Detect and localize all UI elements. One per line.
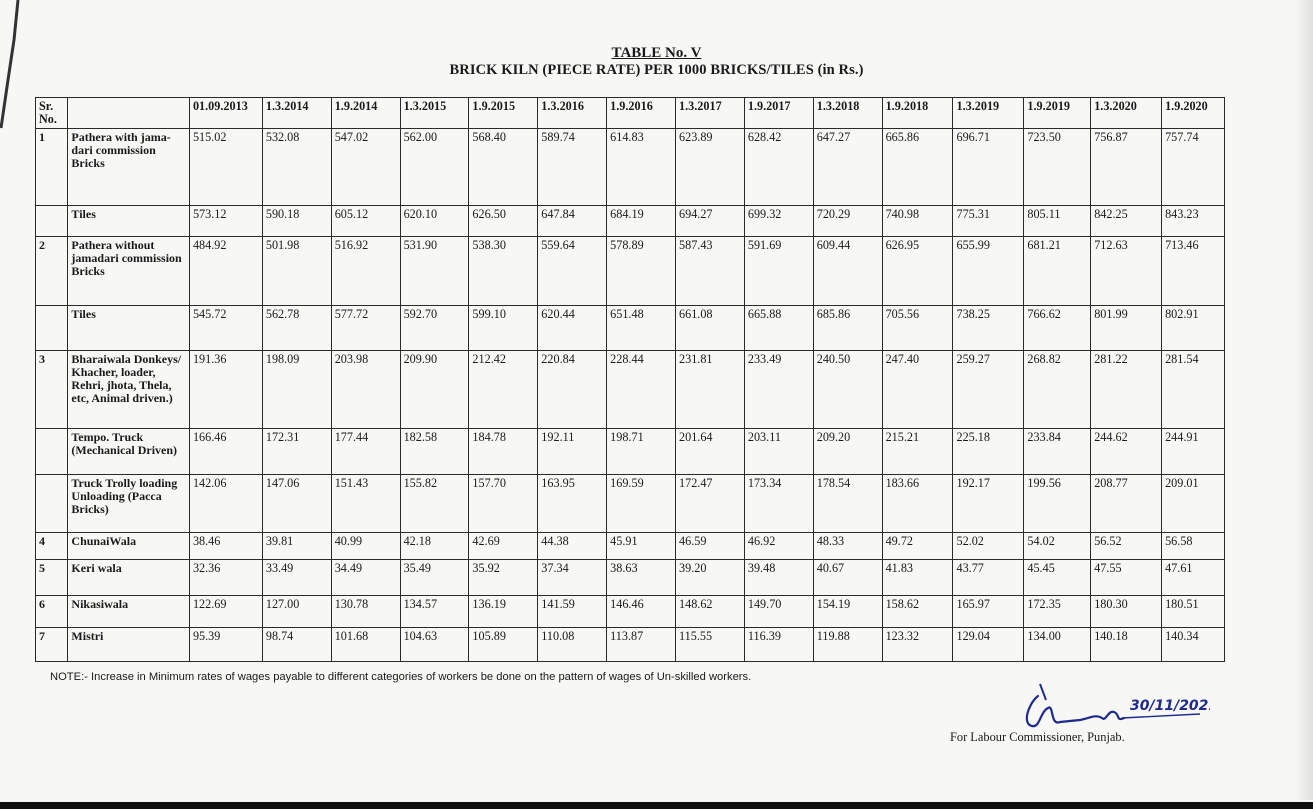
rate-cell: 532.08: [262, 129, 331, 206]
rate-cell: 184.78: [469, 429, 538, 475]
rate-cell: 37.34: [538, 560, 607, 596]
sr-no-cell: 6: [36, 596, 68, 628]
rate-cell: 113.87: [607, 628, 676, 662]
rate-cell: 147.06: [262, 475, 331, 533]
rate-cell: 134.00: [1024, 628, 1091, 662]
rate-cell: 46.59: [676, 533, 745, 560]
rate-cell: 140.34: [1162, 628, 1225, 662]
header-date: 1.9.2015: [469, 98, 538, 129]
sr-no-cell: 3: [36, 351, 68, 429]
rate-cell: 599.10: [469, 306, 538, 351]
rate-cell: 136.19: [469, 596, 538, 628]
rate-cell: 713.46: [1162, 237, 1225, 306]
rate-cell: 134.57: [400, 596, 469, 628]
rate-cell: 705.56: [882, 306, 953, 351]
rate-cell: 169.59: [607, 475, 676, 533]
rate-cell: 665.88: [744, 306, 813, 351]
rate-cell: 157.70: [469, 475, 538, 533]
rate-cell: 802.91: [1162, 306, 1225, 351]
rate-cell: 45.45: [1024, 560, 1091, 596]
rate-cell: 165.97: [953, 596, 1024, 628]
category-cell: ChunaiWala: [68, 533, 190, 560]
rate-cell: 626.95: [882, 237, 953, 306]
rate-cell: 104.63: [400, 628, 469, 662]
wage-rate-table: [35, 97, 1225, 662]
rate-cell: 775.31: [953, 206, 1024, 237]
rate-cell: 40.99: [331, 533, 400, 560]
rate-cell: 151.43: [331, 475, 400, 533]
rate-cell: 259.27: [953, 351, 1024, 429]
rate-cell: 198.09: [262, 351, 331, 429]
header-date: 1.9.2017: [744, 98, 813, 129]
rate-cell: 538.30: [469, 237, 538, 306]
category-cell: Truck Trolly loading Unloading (Pacca Bricks): [68, 475, 190, 533]
rate-cell: 531.90: [400, 237, 469, 306]
header-date: 1.3.2014: [262, 98, 331, 129]
rate-cell: 201.64: [676, 429, 745, 475]
rate-cell: 562.00: [400, 129, 469, 206]
rate-cell: 620.44: [538, 306, 607, 351]
rate-cell: 699.32: [744, 206, 813, 237]
rate-cell: 651.48: [607, 306, 676, 351]
rate-cell: 756.87: [1091, 129, 1162, 206]
table-row: [36, 628, 1225, 662]
rate-cell: 40.67: [813, 560, 882, 596]
rate-cell: 46.92: [744, 533, 813, 560]
sr-no-cell: 7: [36, 628, 68, 662]
rate-cell: 39.81: [262, 533, 331, 560]
rate-cell: 573.12: [189, 206, 262, 237]
rate-cell: 590.18: [262, 206, 331, 237]
rate-cell: 547.02: [331, 129, 400, 206]
rate-cell: 240.50: [813, 351, 882, 429]
rate-cell: 225.18: [953, 429, 1024, 475]
rate-cell: 203.98: [331, 351, 400, 429]
rate-cell: 39.48: [744, 560, 813, 596]
signature-caption: For Labour Commissioner, Punjab.: [950, 730, 1125, 744]
table-subtitle: BRICK KILN (PIECE RATE) PER 1000 BRICKS/TILES (in Rs.): [449, 62, 864, 78]
rate-cell: 47.61: [1162, 560, 1225, 596]
table-row: [36, 129, 1225, 206]
rate-cell: 166.46: [189, 429, 262, 475]
category-cell: Nikasiwala: [68, 596, 190, 628]
rate-cell: 158.62: [882, 596, 953, 628]
rate-cell: 591.69: [744, 237, 813, 306]
rate-cell: 215.21: [882, 429, 953, 475]
rate-cell: 562.78: [262, 306, 331, 351]
rate-cell: 123.32: [882, 628, 953, 662]
rate-cell: 163.95: [538, 475, 607, 533]
rate-cell: 38.63: [607, 560, 676, 596]
rate-cell: 105.89: [469, 628, 538, 662]
rate-cell: 38.46: [189, 533, 262, 560]
header-date: 01.09.2013: [189, 98, 262, 129]
rate-cell: 801.99: [1091, 306, 1162, 351]
rate-cell: 130.78: [331, 596, 400, 628]
rate-cell: 661.08: [676, 306, 745, 351]
rate-cell: 220.84: [538, 351, 607, 429]
rate-cell: 578.89: [607, 237, 676, 306]
rate-cell: 684.19: [607, 206, 676, 237]
category-cell: Pathera with jama-dari commission Bricks: [68, 129, 190, 206]
rate-cell: 39.20: [676, 560, 745, 596]
rate-cell: 209.20: [813, 429, 882, 475]
header-date: 1.3.2016: [538, 98, 607, 129]
rate-cell: 605.12: [331, 206, 400, 237]
table-row: [36, 475, 1225, 533]
rate-cell: 720.29: [813, 206, 882, 237]
rate-cell: 233.84: [1024, 429, 1091, 475]
header-row: [36, 98, 1225, 129]
rate-cell: 45.91: [607, 533, 676, 560]
signature-date: 30/11/2021: [1130, 698, 1210, 714]
rate-cell: 41.83: [882, 560, 953, 596]
rate-cell: 589.74: [538, 129, 607, 206]
rate-cell: 614.83: [607, 129, 676, 206]
header-date: 1.9.2020: [1162, 98, 1225, 129]
rate-cell: 199.56: [1024, 475, 1091, 533]
header-date: 1.3.2015: [400, 98, 469, 129]
rate-cell: 843.23: [1162, 206, 1225, 237]
rate-cell: 42.69: [469, 533, 538, 560]
category-cell: Tempo. Truck (Mechanical Driven): [68, 429, 190, 475]
rate-cell: 738.25: [953, 306, 1024, 351]
rate-cell: 484.92: [189, 237, 262, 306]
rate-cell: 842.25: [1091, 206, 1162, 237]
rate-cell: 98.74: [262, 628, 331, 662]
rate-cell: 198.71: [607, 429, 676, 475]
footnote: NOTE:- Increase in Minimum rates of wages payable to different categories of workers be done on the pattern of wages of Un-skilled workers.: [50, 671, 752, 683]
rate-cell: 231.81: [676, 351, 745, 429]
rate-cell: 56.58: [1162, 533, 1225, 560]
rate-cell: 172.35: [1024, 596, 1091, 628]
rate-cell: 129.04: [953, 628, 1024, 662]
rate-cell: 228.44: [607, 351, 676, 429]
sr-no-cell: [36, 206, 68, 237]
rate-cell: 56.52: [1091, 533, 1162, 560]
rate-cell: 34.49: [331, 560, 400, 596]
header-date: 1.9.2014: [331, 98, 400, 129]
table-row: [36, 351, 1225, 429]
rate-cell: 49.72: [882, 533, 953, 560]
rate-cell: 180.51: [1162, 596, 1225, 628]
rate-cell: 192.17: [953, 475, 1024, 533]
rate-cell: 696.71: [953, 129, 1024, 206]
rate-cell: 805.11: [1024, 206, 1091, 237]
sr-no-cell: 2: [36, 237, 68, 306]
rate-cell: 694.27: [676, 206, 745, 237]
scan-bottom-edge: [0, 802, 1313, 809]
rate-cell: 247.40: [882, 351, 953, 429]
sr-no-cell: [36, 475, 68, 533]
rate-cell: 233.49: [744, 351, 813, 429]
rate-cell: 757.74: [1162, 129, 1225, 206]
table-row: [36, 533, 1225, 560]
rate-cell: 244.91: [1162, 429, 1225, 475]
sr-no-cell: 1: [36, 129, 68, 206]
rate-cell: 146.46: [607, 596, 676, 628]
table-row: [36, 206, 1225, 237]
rate-cell: 142.06: [189, 475, 262, 533]
table-row: [36, 237, 1225, 306]
rate-cell: 577.72: [331, 306, 400, 351]
table-row: [36, 560, 1225, 596]
header-date: 1.9.2016: [607, 98, 676, 129]
scan-right-shadow: [1295, 0, 1313, 800]
rate-cell: 115.55: [676, 628, 745, 662]
rate-cell: 681.21: [1024, 237, 1091, 306]
rate-cell: 609.44: [813, 237, 882, 306]
rate-cell: 628.42: [744, 129, 813, 206]
rate-cell: 647.27: [813, 129, 882, 206]
rate-cell: 212.42: [469, 351, 538, 429]
rate-cell: 183.66: [882, 475, 953, 533]
rate-cell: 116.39: [744, 628, 813, 662]
rate-cell: 191.36: [189, 351, 262, 429]
rate-cell: 141.59: [538, 596, 607, 628]
rate-cell: 647.84: [538, 206, 607, 237]
rate-cell: 626.50: [469, 206, 538, 237]
rate-cell: 180.30: [1091, 596, 1162, 628]
rate-cell: 182.58: [400, 429, 469, 475]
rate-cell: 155.82: [400, 475, 469, 533]
rate-cell: 154.19: [813, 596, 882, 628]
rate-cell: 655.99: [953, 237, 1024, 306]
rate-cell: 42.18: [400, 533, 469, 560]
category-cell: Bharaiwala Donkeys/ Khacher, loader, Rehri, jhota, Thela, etc, Animal driven.): [68, 351, 190, 429]
category-cell: Mistri: [68, 628, 190, 662]
sr-no-cell: 4: [36, 533, 68, 560]
rate-cell: 122.69: [189, 596, 262, 628]
rate-cell: 516.92: [331, 237, 400, 306]
header-date: 1.9.2018: [882, 98, 953, 129]
table-row: [36, 596, 1225, 628]
header-date: 1.3.2020: [1091, 98, 1162, 129]
rate-cell: 148.62: [676, 596, 745, 628]
rate-cell: 43.77: [953, 560, 1024, 596]
table-row: [36, 429, 1225, 475]
rate-cell: 208.77: [1091, 475, 1162, 533]
rate-cell: 568.40: [469, 129, 538, 206]
rate-cell: 281.22: [1091, 351, 1162, 429]
category-cell: Tiles: [68, 306, 190, 351]
rate-cell: 281.54: [1162, 351, 1225, 429]
title-block: [0, 45, 1313, 79]
rate-cell: 54.02: [1024, 533, 1091, 560]
rate-cell: 592.70: [400, 306, 469, 351]
rate-cell: 244.62: [1091, 429, 1162, 475]
rate-cell: 35.49: [400, 560, 469, 596]
rate-cell: 110.08: [538, 628, 607, 662]
rate-cell: 95.39: [189, 628, 262, 662]
rate-cell: 712.63: [1091, 237, 1162, 306]
rate-cell: 203.11: [744, 429, 813, 475]
rate-cell: 173.34: [744, 475, 813, 533]
table-title: TABLE No. V: [611, 45, 702, 61]
rate-cell: 501.98: [262, 237, 331, 306]
rate-cell: 47.55: [1091, 560, 1162, 596]
rate-cell: 620.10: [400, 206, 469, 237]
rate-cell: 209.90: [400, 351, 469, 429]
rate-cell: 177.44: [331, 429, 400, 475]
rate-cell: 172.47: [676, 475, 745, 533]
rate-cell: 35.92: [469, 560, 538, 596]
header-sr-no: Sr. No.: [36, 98, 68, 129]
rate-cell: 32.36: [189, 560, 262, 596]
rate-cell: 172.31: [262, 429, 331, 475]
header-date: 1.9.2019: [1024, 98, 1091, 129]
rate-cell: 740.98: [882, 206, 953, 237]
header-date: 1.3.2018: [813, 98, 882, 129]
rate-cell: 149.70: [744, 596, 813, 628]
sr-no-cell: [36, 306, 68, 351]
rate-cell: 48.33: [813, 533, 882, 560]
rate-cell: 685.86: [813, 306, 882, 351]
rate-cell: 559.64: [538, 237, 607, 306]
rate-cell: 33.49: [262, 560, 331, 596]
rate-cell: 723.50: [1024, 129, 1091, 206]
rate-cell: 101.68: [331, 628, 400, 662]
rate-cell: 623.89: [676, 129, 745, 206]
rate-cell: 192.11: [538, 429, 607, 475]
rate-cell: 268.82: [1024, 351, 1091, 429]
header-date: 1.3.2017: [676, 98, 745, 129]
rate-cell: 515.02: [189, 129, 262, 206]
rate-cell: 140.18: [1091, 628, 1162, 662]
rate-cell: 44.38: [538, 533, 607, 560]
sr-no-cell: 5: [36, 560, 68, 596]
rate-cell: 127.00: [262, 596, 331, 628]
category-cell: Tiles: [68, 206, 190, 237]
rate-cell: 119.88: [813, 628, 882, 662]
category-cell: Keri wala: [68, 560, 190, 596]
header-category: [68, 98, 190, 129]
signature: [1010, 674, 1210, 734]
rate-cell: 587.43: [676, 237, 745, 306]
table-row: [36, 306, 1225, 351]
category-cell: Pathera without jamadari commission Bricks: [68, 237, 190, 306]
rate-cell: 665.86: [882, 129, 953, 206]
rate-cell: 178.54: [813, 475, 882, 533]
rate-cell: 52.02: [953, 533, 1024, 560]
header-date: 1.3.2019: [953, 98, 1024, 129]
sr-no-cell: [36, 429, 68, 475]
rate-cell: 545.72: [189, 306, 262, 351]
rate-cell: 766.62: [1024, 306, 1091, 351]
rate-cell: 209.01: [1162, 475, 1225, 533]
